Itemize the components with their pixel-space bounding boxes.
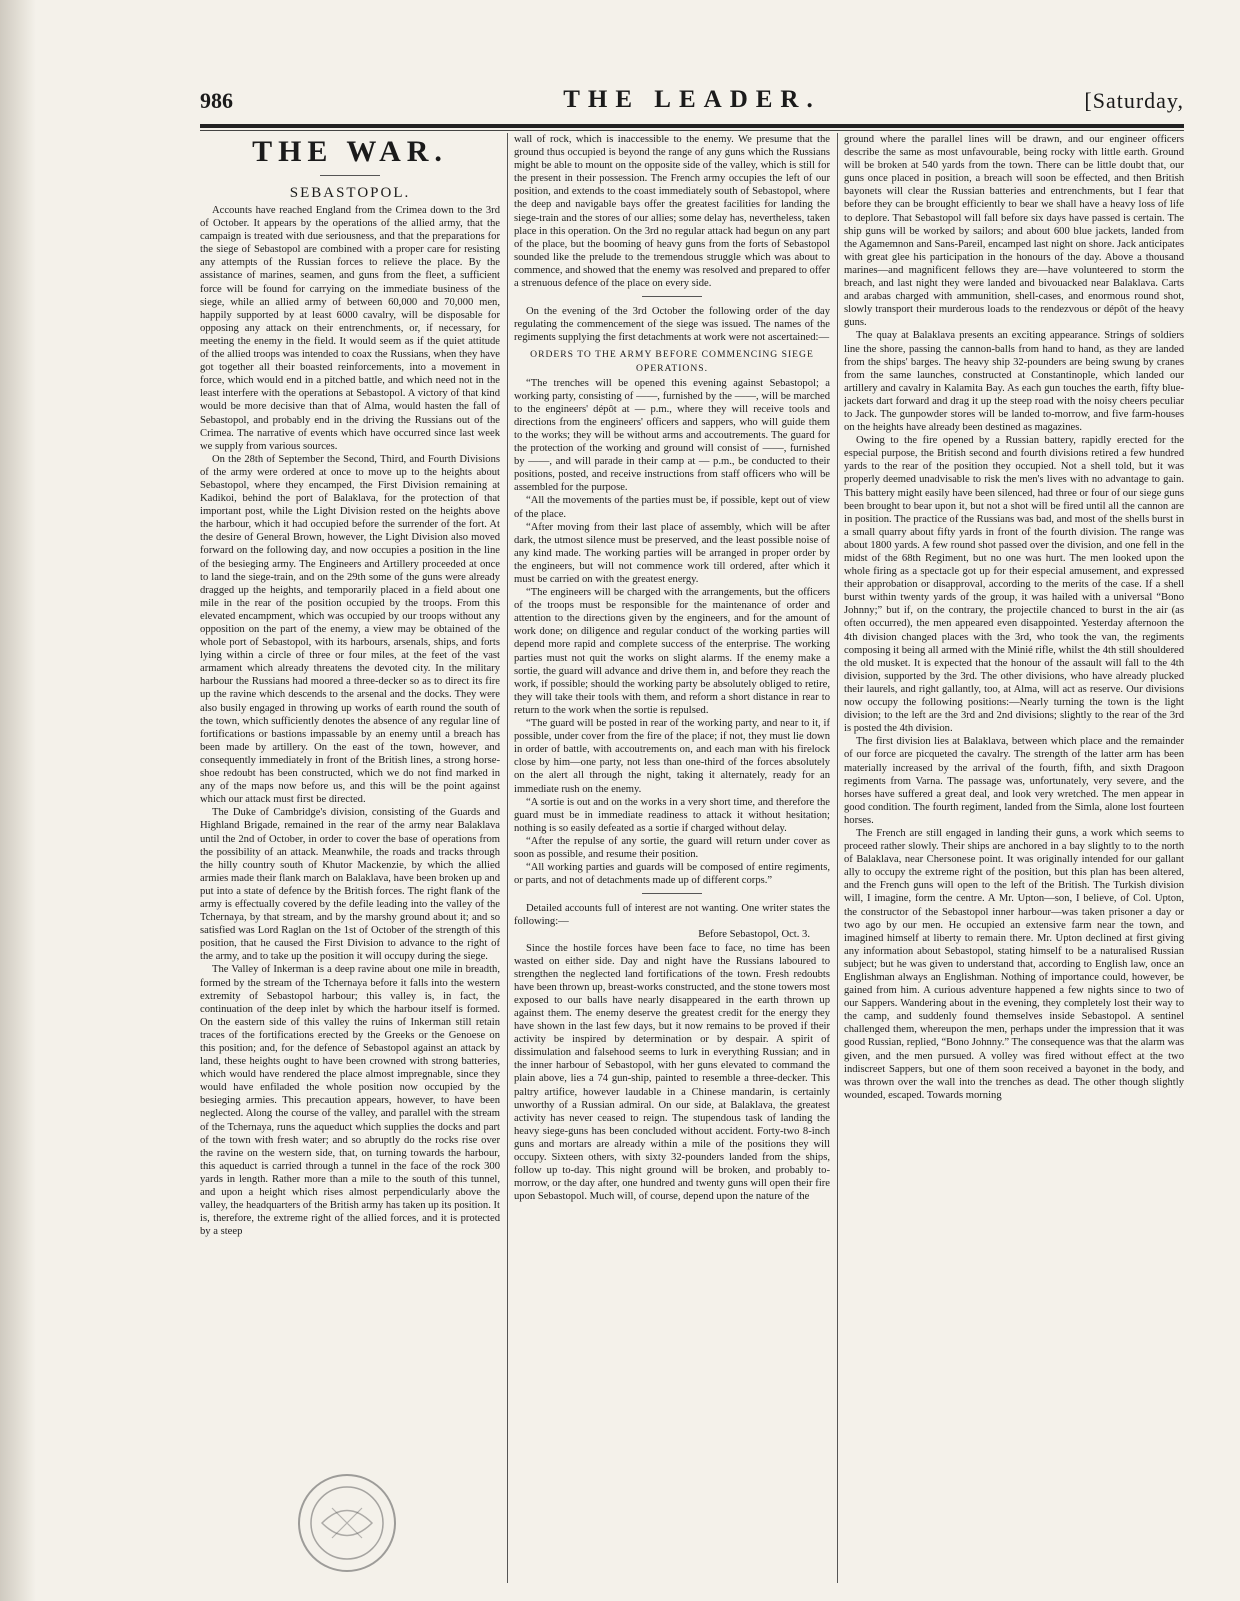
order-paragraph: “The guard will be posted in rear of the working party, and near to it, if possible, under cover from the fire of the place; if not, they must lie down in order of battle, with accoutrements on, and each man with his firelock close by him—one party, not less than one-third of the forces absolutely on the alert all through the night, taking it alternately, ready for an immediate rush on the enemy. bbox=[514, 718, 830, 795]
paragraph: Owing to the fire opened by a Russian battery, rapidly erected for the especial purpose, the British second and fourth divisions retired a few hundred yards to the rear of the position they occupied. Not a shell told, but it was properly deemed unadvisable to risk the men's lives with no advantage to gain. This battery might easily have been silenced, had three or four of our siege guns been brought to bear upon it, but not a shot will be fired until all the cannon are in position. The practice of the Russians was bad, and most of the shells burst in a small quarry about fifty yards in front of the fourth division. The range was about 1800 yards. A few round shot passed over the division, and one fell in the midst of the 68th Regiment, but no one was hurt. The men looked upon the whole firing as a spectacle got up for their especial amusement, and expressed their approbation or disapproval, according to the merits of the case. If a shell burst within twenty yards of the group, it was hailed with a universal “Bono Johnny;” but if, on the contrary, the projectile chanced to burst in the air (as often occurred), the men appeared even disappointed. Yesterday afternoon the 4th division changed places with the 3rd, who took the van, the regiments composing it being all armed with the Minié rifle, whilst the 4th still shouldered the old musket. It is expected that the honour of the assault will fall to the 4th division, supported by the 3rd. The other divisions, who have already plucked their laurels, and right gallantly, too, at Alma, will act as reserve. Our divisions now occupy the following positions:—Nearly turning the town is the light division; to the left are the 3rd and 2nd divisions; slightly to the rear of the 3rd is posted the 4th division. bbox=[844, 435, 1184, 735]
paragraph: The quay at Balaklava presents an exciting appearance. Strings of soldiers line the shore, passing the cannon-balls from hand to hand, as they are landed from the ships' barges. The heavy ship 32-pounders are being swung by cranes from the same launches, constructed at Constantinople, which landed our artillery and cavalry in Kalamita Bay. As each gun touches the earth, fifty blue-jackets dart forward and drag it up the steep road with the noisy cheers peculiar to Jack. The gunpowder stores will be landed to-morrow, and five farm-houses on the heights have already been destined as magazines. bbox=[844, 330, 1184, 434]
paragraph: Detailed accounts full of interest are not wanting. One writer states the following:— bbox=[514, 903, 830, 928]
library-stamp-icon bbox=[292, 1468, 402, 1578]
order-paragraph: “The engineers will be charged with the arrangements, but the officers of the troops must be responsible for the maintenance of order and attention to the directions given by the engineers, and for the amount of work done; on diligence and regular conduct of the working parties will depend more rapid and complete success of the enterprise. The working parties must not quit the works on slight alarms. If the enemy make a sortie, the guard will advance and drive them in, and before they reach the work, if possible; should the working party be absolutely obliged to retire, they will take their tools with them, and reform a short distance in rear to return to the work when the sortie is repulsed. bbox=[514, 587, 830, 716]
paper-title: THE LEADER. bbox=[563, 86, 821, 113]
paragraph: The first division lies at Balaklava, between which place and the remainder of our force are picqueted the cavalry. The strength of the latter arm has been materially increased by the arrival of the fourth, fifth, and sixth Dragoon regiments from Varna. The passage was, unfortunately, very severe, and the horses have suffered a great deal, and look very wretched. The men appear in good condition. The fourth regiment, landed from the Simla, alone lost fourteen horses. bbox=[844, 736, 1184, 826]
column-2 bbox=[514, 133, 830, 1583]
issue-day: [Saturday, bbox=[1084, 88, 1184, 113]
column-3 bbox=[844, 133, 1184, 1583]
masthead-rule-thick bbox=[200, 124, 1184, 128]
letter-dateline: Before Sebastopol, Oct. 3. bbox=[698, 929, 810, 941]
column-1 bbox=[200, 133, 500, 1583]
paragraph: The French are still engaged in landing their guns, a work which seems to proceed rather slowly. Their ships are anchored in a bay slightly to to the north of Balaklava, near Chersonese point. It was originally intended for our gallant ally to occupy the extreme right of the position, but this plan has been altered, and the French guns will open to the left of the British. The Turkish division will, I imagine, form the centre. A Mr. Upton—son, I believe, of Col. Upton, the constructor of the Sebastopol inner harbour—was taken prisoner a day or two ago by our men. He occupied an extensive farm near the town, and imagined himself at liberty to remain there. Mr. Upton declined at first giving any information about Sebastopol, stating himself to be a naturalised Russian subject; but he was given to understand that, according to English law, once an Englishman always an Englishman. Nothing of importance could, however, be gained from him. A curious adventure happened a few nights since to two of our Sappers. Wandering about in the evening, they completely lost their way to the camp, and suddenly found themselves inside Sebastopol. A sentinel challenged them, whereupon the men, perhaps under the impression that it was good Russian, replied, “Bono Johnny.” The consequence was that the alarm was given, and the men pursued. A volley was fired without effect at the two indiscreet Sappers, but one of them soon received a bayonet in the body, and was thrown over the wall into the trenches as dead. The other though slightly wounded, escaped. Towards morning bbox=[844, 827, 1184, 1101]
paragraph: wall of rock, which is inaccessible to the enemy. We presume that the ground thus occupied is beyond the range of any guns which the Russians might be able to mount on the opposite side of the valley, which is still for the present in their possession. The French army occupies the left of our position, and extends to the coast immediately south of Sebastopol, where the deep and navigable bays offer the greatest facilities for landing the siege-train and the stores of our allies; some delay has, nevertheless, taken place in this operation. On the 3rd no regular attack had begun on any part of the place, but the booming of heavy guns from the forts of Sebastopol sounded like the prelude to the tremendous struggle which was about to commence, and showed that the enemy was resolved and prepared to offer a strenuous defence of the place on every side. bbox=[514, 134, 830, 290]
order-paragraph: “The trenches will be opened this evening against Sebastopol; a working party, consisting of ——, furnished by the ——, will be marched to the engineers' dépôt at — p.m., where they will receive tools and directions from the engineers' officers and sappers, who will guide them to the works; they will be without arms and accoutrements. The guard for the protection of the working and ground will consist of ——, furnished by ——, and will parade in their camp at — p.m., be conducted to their positions, posted, and receive instructions from staff officers who will be assembled for the purpose. bbox=[514, 377, 830, 494]
paragraph: Accounts have reached England from the Crimea down to the 3rd of October. It appears by the operations of the allied army, that the campaign is treated with due seriousness, and that the preparations for the siege of Sebastopol are combined with a proper care for resisting any attempts of the Russian forces to relieve the place. By the assistance of marines, seamen, and guns from the fleet, a sufficient force will be found for carrying on the immediate business of the siege, while an allied army of between 60,000 and 70,000 men, happily supported by at least 6000 cavalry, will be disposable for opposing any attack on their entrenchments, or, if necessary, for meeting the enemy in the field. It would seem as if the quiet attitude of the allied troops was intended to coax the Russians, when they have got together all their boasted reinforcements, into a movement in force, which would end in a pitched battle, and which need not in the least interfere with the operations at Sebastopol. A victory of that kind would be more decisive than that of Alma, would hasten the fall of Sebastopol, and probably end in the driving the Russians out of the Crimea. The narrative of events which have occurred since last week we supply from various sources. bbox=[200, 205, 500, 452]
order-paragraph: “A sortie is out and on the works in a very short time, and therefore the guard must be in immediate readiness to attack it without hesitation; nothing is so easily defeated as a sortie if charged without delay. bbox=[514, 796, 830, 834]
order-paragraph: “After moving from their last place of assembly, which will be after dark, the utmost silence must be preserved, and the least possible noise of any kind made. The working parties will be arranged in proper order by the engineers, but will not commence work till ordered, after which it must be carried on with the greatest energy. bbox=[514, 521, 830, 585]
binding-shadow bbox=[0, 0, 36, 1601]
order-paragraph: “After the repulse of any sortie, the guard will return under cover as soon as possible, and resume their position. bbox=[514, 835, 830, 860]
paragraph: The Duke of Cambridge's division, consisting of the Guards and Highland Brigade, remained in the rear of the army near Balaklava until the 2nd of October, in order to cover the base of operations from the possibility of an attack. Meanwhile, the roads and tracks through the hilly country south of Khutor Mackenzie, by which the allied armies made their flank march on Balaklava, have been broken up and put into a state of defence by the British forces. The right flank of the army is effectually covered by the defile leading into the valley of the Tchernaya, by that stream, and by the marshy ground about it; and so satisfied was Lord Raglan on the 1st of October of the strength of this position, that he caused the First Division to advance to the right of the army, and to take up the position it will occupy during the siege. bbox=[200, 807, 500, 963]
paragraph: ground where the parallel lines will be drawn, and our engineer officers describe the same as most unfavourable, being rocky with little earth. Ground will be broken at 540 yards from the town. There can be little doubt that, our guns once placed in position, a breach will soon be effected, and then British bayonets will clear the Russian batteries and entrenchments, but I fear that before they can be brought efficiently to bear we shall have a heavy loss of life to deplore. That Sebastopol will fall before six days have passed is certain. The ship guns will be worked by sailors; and about 600 blue jackets, landed from the Agamemnon and Sans-Pareil, encamped last night on shore. Jack anticipates with great glee his participation in the honours of the day. Above a thousand marines—and magnificent fellows they are—have volunteered to storm the breach, and last night they were landed and bivouacked near Balaklava. Carts and arabas charged with ammunition, shell-cases, and enormous round shot, slowly transport their murderous loads to the rendezvous or dépôt of the heavy guns. bbox=[844, 134, 1184, 329]
column-rule bbox=[837, 133, 838, 1583]
order-paragraph: “All working parties and guards will be composed of entire regiments, or parts, and not of detachments made up of different corps.” bbox=[514, 862, 830, 887]
section-title: THE WAR. bbox=[252, 135, 448, 168]
order-paragraph: “All the movements of the parties must be, if possible, kept out of view of the place. bbox=[514, 495, 830, 520]
article-subhead: SEBASTOPOL. bbox=[289, 185, 411, 201]
column-rule bbox=[507, 133, 508, 1583]
paragraph: The Valley of Inkerman is a deep ravine about one mile in breadth, formed by the stream of the Tchernaya before it falls into the western extremity of Sebastopol harbour; this valley is, in fact, the continuation of the deep inlet by which the harbour itself is formed. On the eastern side of this valley the ruins of Inkerman still retain traces of the fortifications erected by the Greeks or the Genoese on this position; and, for the defence of Sebastopol against an attack by land, these heights ought to have been crowned with strong batteries, which would have rendered the place almost impregnable, since they would have enfiladed the whole position now occupied by the besieging armies. This precaution appears, however, to have been neglected. Along the course of the valley, and parallel with the stream of the Tchernaya, runs the aqueduct which supplies the docks and part of the town with fresh water; and so abruptly do the rocks rise over the ravine on the western side, that, on turning towards the harbour, this aqueduct is carried through a tunnel in the face of the rock 300 yards in length. Rather more than a mile to the south of this tunnel, and upon a height which rises almost perpendicularly above the valley, the headquarters of the British army has taken up its position. It is, therefore, the extreme right of the allied forces, and it is protected by a steep bbox=[200, 964, 500, 1238]
section-rule bbox=[642, 296, 702, 297]
title-rule bbox=[320, 175, 380, 176]
masthead bbox=[200, 88, 1184, 122]
section-rule bbox=[642, 893, 702, 894]
paragraph: On the 28th of September the Second, Third, and Fourth Divisions of the army were ordered at once to move up to the heights about Sebastopol, where they encamped, the First Division remaining at Kadikoi, behind the port of Balaklava, for the protection of that important post, while the Light Division rested on the heights above the harbour, which it had occupied before the surrender of the fort. At the desire of General Brown, however, the Light Division also moved forward on the following day, and now occupies a position in the line of the besieging army. The Engineers and Artillery proceeded at once to land the siege-train, and on the 29th some of the guns were already dragged up the heights, and temporarily placed in a field about one mile in the rear of the position occupied by the troops. From this elevated encampment, which was occupied by our troops without any opposition on the part of the enemy, a view may be obtained of the whole port of Sebastopol, with its harbours, arsenals, ships, and forts lying within a circle of three or four miles, at the feet of the vast armament which already threatens the devoted city. In the military harbour the Russians had moored a three-decker so as to direct its fire up the ravine which descends to the arsenal and the docks. They were also busily engaged in throwing up works of earth round the south of the town, which sufficiently denotes the absence of any regular line of fortifications or bastions impassable by an enemy until a breach has been made by artillery. On the east of the town, however, and consequently immediately in front of the British lines, a strong horse-shoe redoubt has been constructed, which we do not find marked in any of the maps now before us, and this will be the point against which our attack must first be directed. bbox=[200, 453, 500, 806]
masthead-rule-thin bbox=[200, 130, 1184, 131]
paragraph: Since the hostile forces have been face to face, no time has been wasted on either side. Day and night have the Russians laboured to strengthen the neglected land fortifications of the town. Fresh redoubts have been thrown up, breast-works constructed, and the stone towers most exposed to our balls have nearly disappeared in the earth thrown up against them. The enemy deserve the greatest credit for the energy they have shown in the last few days, but it now remains to be proved if their activity be inspired by determination or by despair. A spirit of dissimulation and falsehood seems to lurk in everything Russian; and in the inner harbour of Sebastopol, with her guns elevated to command the plain above, lies a 74 gun-ship, painted to resemble a three-decker. This paltry artifice, however laudable in a Chinese mandarin, is certainly unworthy of a Russian admiral. On our side, at Balaklava, the greatest activity has never ceased to reign. The stupendous task of landing the heavy siege-guns has been concluded without accident. Forty-two 8-inch guns and mortars are already within a mile of the positions they will occupy. Sixteen others, with sixty 32-pounders landed from the ships, follow up to-day. This night ground will be broken, and probably to-morrow, or the day after, one hundred and twenty guns will open their fire upon Sebastopol. Much will, of course, depend upon the nature of the bbox=[514, 942, 830, 1203]
orders-heading: ORDERS TO THE ARMY BEFORE COMMENCING SIEGE OPERATIONS. bbox=[530, 349, 814, 374]
page-number: 986 bbox=[200, 88, 233, 113]
paragraph: On the evening of the 3rd October the following order of the day regulating the commencement of the siege was issued. The names of the regiments supplying the first detachments at work were not ascertained:— bbox=[514, 306, 830, 344]
